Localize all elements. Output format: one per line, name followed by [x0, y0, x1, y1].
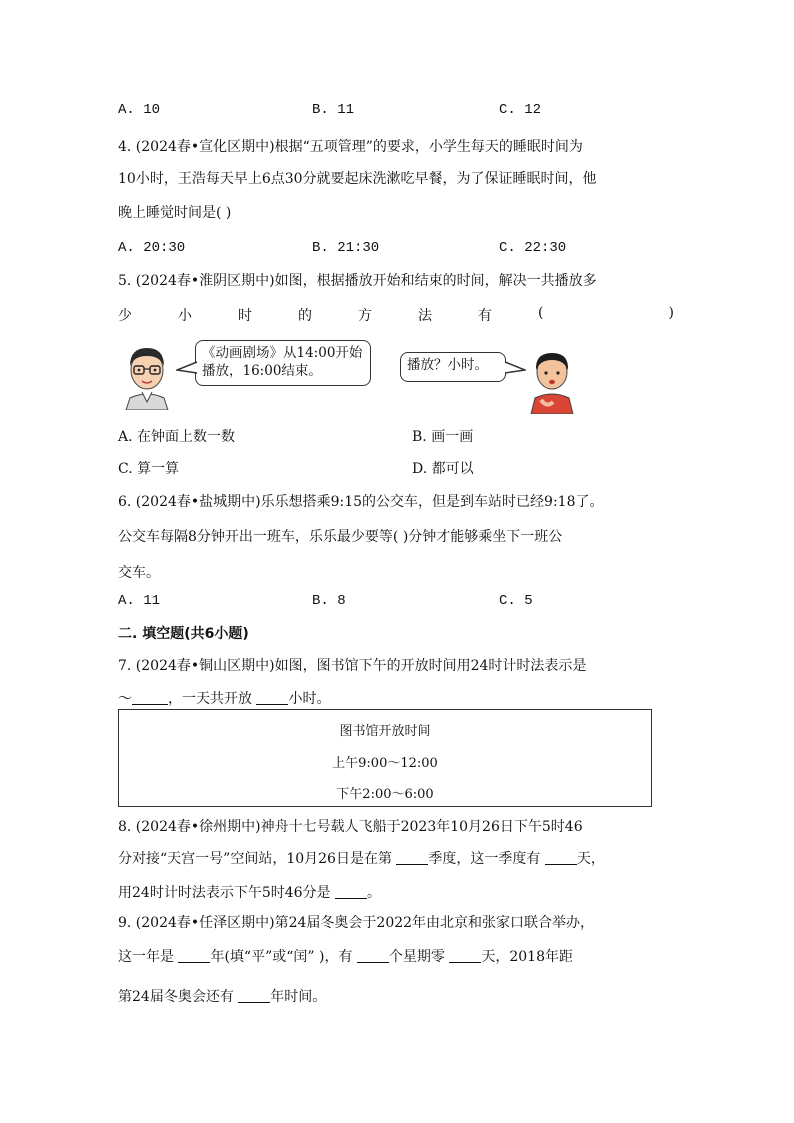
q4-option-c[interactable]: C. 22:30	[499, 240, 567, 256]
q9-text-b: 年(填“平”或“闰” )，有	[210, 949, 357, 965]
q8-text-c: 天，	[576, 851, 605, 867]
q5-word: 时	[238, 308, 252, 324]
q5-answer-paren[interactable]	[538, 305, 674, 325]
q9-text-a: 这一年是	[118, 949, 179, 965]
q4-option-a[interactable]: A. 20:30	[118, 240, 186, 256]
q9-blank-years[interactable]	[238, 988, 270, 1003]
library-hours-morning: 上午9:00～12:00	[332, 756, 438, 771]
q9-text-e: 第24届冬奥会还有	[118, 989, 239, 1005]
q3-option-a[interactable]: A. 10	[118, 102, 161, 118]
q5-word: 少	[118, 308, 132, 324]
q5-option-c[interactable]: C. 算一算	[118, 461, 180, 477]
q5-close-paren: )	[668, 305, 674, 321]
q9-text-d: 天，2018年距	[481, 949, 573, 965]
q8-text-a: 分对接“天宫一号”空间站，10月26日是在第	[118, 851, 397, 867]
q7-text-c: 小时。	[288, 691, 331, 707]
q9-blank-weeks[interactable]	[357, 948, 389, 963]
q4-stem-line3: 晚上睡觉时间是( )	[118, 205, 232, 221]
q9-stem-line1: 9. (2024春•任泽区期中)第24届冬奥会于2022年由北京和张家口联合举办，	[118, 915, 595, 931]
q8-stem-line2	[118, 848, 605, 868]
q5-stem-line2	[118, 305, 674, 325]
q5-option-d[interactable]: D. 都可以	[412, 461, 474, 477]
speech-bubble-left-tail	[176, 360, 198, 376]
q9-blank-year-type[interactable]	[178, 948, 210, 963]
library-hours-afternoon: 下午2:00～6:00	[336, 787, 434, 802]
q6-stem-line2: 公交车每隔8分钟开出一班车，乐乐最少要等( )分钟才能够乘坐下一班公	[118, 529, 563, 545]
q7-stem-line1: 7. (2024春•铜山区期中)如图，图书馆下午的开放时间用24时计时法表示是	[118, 658, 587, 674]
speech-bubble-right	[400, 352, 506, 382]
q8-stem-line3	[118, 882, 381, 902]
q5-open-paren: (	[538, 305, 544, 321]
q8-blank-quarter[interactable]	[396, 850, 428, 865]
q4-stem-line1: 4. (2024春•宣化区期中)根据“五项管理”的要求，小学生每天的睡眠时间为	[118, 139, 583, 155]
q6-option-a[interactable]: A. 11	[118, 593, 161, 609]
section-heading-fill-in: 二. 填空题(共6小题)	[118, 626, 249, 642]
q7-text-b: ，一天共开放	[168, 691, 257, 707]
q7-blank-end-time[interactable]	[132, 690, 168, 705]
q8-stem-line1: 8. (2024春•徐州期中)神舟十七号载人飞船于2023年10月26日下午5时46	[118, 819, 583, 835]
q9-text-c: 个星期零	[388, 949, 450, 965]
q8-text-d: 用24时计时法表示下午5时46分是	[118, 885, 335, 901]
q5-stem-line1: 5. (2024春•淮阴区期中)如图，根据播放开始和结束的时间，解决一共播放多	[118, 273, 597, 289]
q6-option-b[interactable]: B. 8	[312, 593, 346, 609]
q8-blank-24h-time[interactable]	[335, 884, 367, 899]
q9-blank-days[interactable]	[449, 948, 481, 963]
speech-bubble-right-tail	[504, 360, 526, 376]
q6-stem-line3: 交车。	[118, 565, 160, 581]
q7-blank-hours[interactable]	[256, 690, 288, 705]
q4-option-b[interactable]: B. 21:30	[312, 240, 380, 256]
speech-bubble-right-text: 播放？小时。	[407, 357, 488, 373]
q5-word: 小	[178, 308, 192, 324]
library-hours-table	[118, 709, 652, 807]
q3-option-b[interactable]: B. 11	[312, 102, 355, 118]
q9-text-f: 年时间。	[270, 989, 327, 1005]
q9-stem-line2	[118, 946, 573, 966]
q6-option-c[interactable]: C. 5	[499, 593, 533, 609]
q7-stem-line2	[118, 688, 330, 708]
q8-blank-days[interactable]	[545, 850, 577, 865]
q8-text-b: 季度，这一季度有	[428, 851, 545, 867]
q5-word: 方	[358, 308, 372, 324]
q5-option-b[interactable]: B. 画一画	[412, 429, 474, 445]
teacher-boy-illustration	[120, 340, 174, 410]
student-kid-illustration	[527, 348, 577, 414]
q3-option-c[interactable]: C. 12	[499, 102, 542, 118]
speech-bubble-left	[195, 340, 371, 386]
library-hours-title: 图书馆开放时间	[339, 724, 431, 739]
q8-text-e: 。	[367, 885, 381, 901]
q5-word: 的	[298, 308, 312, 324]
q5-word: 法	[418, 308, 432, 324]
speech-bubble-left-text: 《动画剧场》从14:00开始播放，16:00结束。	[202, 345, 363, 379]
q5-word: 有	[478, 308, 492, 324]
q6-stem-line1: 6. (2024春•盐城期中)乐乐想搭乘9:15的公交车，但是到车站时已经9:18了。	[118, 494, 604, 510]
q7-tilde: ～	[118, 691, 132, 707]
q4-stem-line2: 10小时，王浩每天早上6点30分就要起床洗漱吃早餐，为了保证睡眠时间，他	[118, 171, 597, 187]
q5-option-a[interactable]: A. 在钟面上数一数	[118, 429, 236, 445]
q9-stem-line3	[118, 986, 326, 1006]
